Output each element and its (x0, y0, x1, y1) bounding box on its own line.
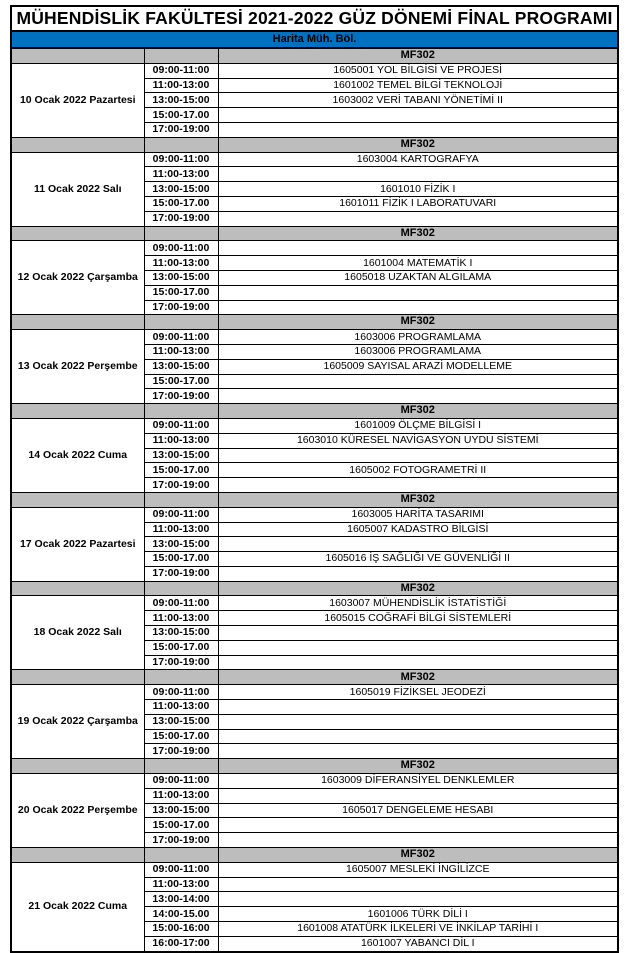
time-slot-cell: 13:00-15:00 (144, 359, 218, 374)
time-slot-cell: 15:00-16:00 (144, 922, 218, 937)
room-header: MF302 (218, 315, 618, 330)
course-cell: 1605007 MESLEKİ İNGİLİZCE (218, 862, 618, 877)
course-cell (218, 877, 618, 892)
course-cell: 1603010 KÜRESEL NAVİGASYON UYDU SİSTEMİ (218, 433, 618, 448)
schedule-row (11, 862, 618, 877)
room-row-time-cell (144, 137, 218, 152)
room-header: MF302 (218, 48, 618, 63)
course-cell: 1601009 ÖLÇME BİLGİSİ I (218, 418, 618, 433)
time-slot-cell: 15:00-17.00 (144, 818, 218, 833)
course-cell: 1601007 YABANCI DİL I (218, 936, 618, 951)
time-slot-cell: 15:00-17.00 (144, 285, 218, 300)
final-exam-schedule-table (10, 5, 619, 953)
date-cell: 11 Ocak 2022 Salı (11, 152, 144, 226)
date-cell: 21 Ocak 2022 Cuma (11, 862, 144, 951)
schedule-row (11, 418, 618, 433)
time-slot-cell: 13:00-15:00 (144, 803, 218, 818)
course-cell (218, 300, 618, 315)
course-cell (218, 448, 618, 463)
time-slot-cell: 15:00-17.00 (144, 196, 218, 211)
room-header-row (11, 315, 618, 330)
course-cell: 1605002 FOTOGRAMETRİ II (218, 463, 618, 478)
course-cell (218, 655, 618, 670)
course-cell: 1603009 DİFERANSİYEL DENKLEMLER (218, 774, 618, 789)
room-row-time-cell (144, 48, 218, 63)
time-slot-cell: 13:00-15:00 (144, 714, 218, 729)
course-cell: 1601008 ATATÜRK İLKELERİ VE İNKİLAP TARİHİ I (218, 922, 618, 937)
time-slot-cell: 17:00-19:00 (144, 655, 218, 670)
time-slot-cell: 13:00-15:00 (144, 93, 218, 108)
date-cell: 14 Ocak 2022 Cuma (11, 418, 144, 492)
time-slot-cell: 09:00-11:00 (144, 774, 218, 789)
time-slot-cell: 09:00-11:00 (144, 241, 218, 256)
time-slot-cell: 09:00-11:00 (144, 330, 218, 345)
time-slot-cell: 11:00-13:00 (144, 433, 218, 448)
room-row-time-cell (144, 315, 218, 330)
time-slot-cell: 16:00-17:00 (144, 936, 218, 951)
course-cell: 1605017 DENGELEME HESABI (218, 803, 618, 818)
course-cell (218, 241, 618, 256)
room-row-date-cell (11, 137, 144, 152)
room-row-date-cell (11, 315, 144, 330)
room-header-row (11, 404, 618, 419)
room-header: MF302 (218, 404, 618, 419)
time-slot-cell: 11:00-13:00 (144, 788, 218, 803)
course-cell: 1605001 YOL BİLGİSİ VE PROJESİ (218, 63, 618, 78)
time-slot-cell: 09:00-11:00 (144, 418, 218, 433)
time-slot-cell: 15:00-17.00 (144, 108, 218, 123)
room-row-date-cell (11, 404, 144, 419)
course-cell (218, 108, 618, 123)
time-slot-cell: 15:00-17.00 (144, 729, 218, 744)
time-slot-cell: 13:00-14:00 (144, 892, 218, 907)
course-cell: 1603002 VERİ TABANI YÖNETİMİ II (218, 93, 618, 108)
course-cell (218, 167, 618, 182)
time-slot-cell: 17:00-19:00 (144, 478, 218, 493)
room-header: MF302 (218, 848, 618, 863)
room-row-date-cell (11, 848, 144, 863)
time-slot-cell: 09:00-11:00 (144, 685, 218, 700)
course-cell (218, 744, 618, 759)
schedule-row (11, 63, 618, 78)
room-row-date-cell (11, 759, 144, 774)
course-cell: 1603007 MÜHENDİSLİK İSTATİSTİĞİ (218, 596, 618, 611)
date-cell: 20 Ocak 2022 Perşembe (11, 774, 144, 848)
time-slot-cell: 09:00-11:00 (144, 862, 218, 877)
time-slot-cell: 15:00-17.00 (144, 463, 218, 478)
time-slot-cell: 17:00-19:00 (144, 300, 218, 315)
course-cell: 1601004 MATEMATİK I (218, 256, 618, 271)
course-cell (218, 700, 618, 715)
schedule-row (11, 507, 618, 522)
course-cell: 1601010 FİZİK I (218, 182, 618, 197)
room-header: MF302 (218, 226, 618, 241)
room-row-date-cell (11, 670, 144, 685)
time-slot-cell: 17:00-19:00 (144, 389, 218, 404)
time-slot-cell: 11:00-13:00 (144, 78, 218, 93)
course-cell (218, 714, 618, 729)
title-row (11, 6, 618, 31)
time-slot-cell: 17:00-19:00 (144, 744, 218, 759)
room-header: MF302 (218, 759, 618, 774)
course-cell (218, 833, 618, 848)
room-header: MF302 (218, 670, 618, 685)
time-slot-cell: 11:00-13:00 (144, 167, 218, 182)
course-cell (218, 640, 618, 655)
time-slot-cell: 13:00-15:00 (144, 270, 218, 285)
date-cell: 12 Ocak 2022 Çarşamba (11, 241, 144, 315)
department-header: Harita Müh. Böl. (11, 31, 618, 48)
room-header-row (11, 759, 618, 774)
date-cell: 10 Ocak 2022 Pazartesi (11, 63, 144, 137)
course-cell (218, 285, 618, 300)
time-slot-cell: 17:00-19:00 (144, 122, 218, 137)
time-slot-cell: 13:00-15:00 (144, 182, 218, 197)
room-row-date-cell (11, 226, 144, 241)
course-cell: 1603004 KARTOGRAFYA (218, 152, 618, 167)
course-cell: 1605015 COĞRAFİ BİLGİ SİSTEMLERİ (218, 611, 618, 626)
room-header-row (11, 48, 618, 63)
course-cell: 1603005 HARİTA TASARIMI (218, 507, 618, 522)
room-header: MF302 (218, 137, 618, 152)
schedule-row (11, 685, 618, 700)
time-slot-cell: 09:00-11:00 (144, 507, 218, 522)
time-slot-cell: 11:00-13:00 (144, 700, 218, 715)
course-cell (218, 211, 618, 226)
room-row-time-cell (144, 492, 218, 507)
room-header-row (11, 492, 618, 507)
room-header-row (11, 848, 618, 863)
course-cell: 1605009 SAYISAL ARAZİ MODELLEME (218, 359, 618, 374)
course-cell: 1605019 FİZİKSEL JEODEZİ (218, 685, 618, 700)
date-cell: 17 Ocak 2022 Pazartesi (11, 507, 144, 581)
schedule-row (11, 774, 618, 789)
room-header-row (11, 137, 618, 152)
schedule-row (11, 596, 618, 611)
date-cell: 13 Ocak 2022 Perşembe (11, 330, 144, 404)
department-row (11, 31, 618, 48)
schedule-row (11, 330, 618, 345)
room-row-time-cell (144, 581, 218, 596)
course-cell (218, 892, 618, 907)
time-slot-cell: 09:00-11:00 (144, 596, 218, 611)
time-slot-cell: 11:00-13:00 (144, 877, 218, 892)
time-slot-cell: 15:00-17.00 (144, 374, 218, 389)
page-title: MÜHENDİSLİK FAKÜLTESİ 2021-2022 GÜZ DÖNEMİ FİNAL PROGRAMI (11, 6, 618, 31)
room-row-date-cell (11, 492, 144, 507)
room-header: MF302 (218, 492, 618, 507)
course-cell: 1605016 İŞ SAĞLIĞI VE GÜVENLİĞİ II (218, 552, 618, 567)
course-cell: 1605018 UZAKTAN ALGILAMA (218, 270, 618, 285)
room-header: MF302 (218, 581, 618, 596)
course-cell: 1601002 TEMEL BİLGİ TEKNOLOJİ (218, 78, 618, 93)
time-slot-cell: 17:00-19:00 (144, 211, 218, 226)
course-cell: 1603006 PROGRAMLAMA (218, 344, 618, 359)
schedule-row (11, 152, 618, 167)
time-slot-cell: 13:00-15:00 (144, 626, 218, 641)
room-row-time-cell (144, 226, 218, 241)
course-cell (218, 818, 618, 833)
schedule-body (11, 6, 618, 952)
time-slot-cell: 15:00-17.00 (144, 552, 218, 567)
course-cell: 1601006 TÜRK DİLİ I (218, 907, 618, 922)
course-cell (218, 729, 618, 744)
time-slot-cell: 11:00-13:00 (144, 522, 218, 537)
time-slot-cell: 11:00-13:00 (144, 611, 218, 626)
course-cell (218, 389, 618, 404)
course-cell (218, 537, 618, 552)
room-row-time-cell (144, 759, 218, 774)
course-cell: 1603006 PROGRAMLAMA (218, 330, 618, 345)
course-cell (218, 626, 618, 641)
time-slot-cell: 09:00-11:00 (144, 63, 218, 78)
time-slot-cell: 11:00-13:00 (144, 256, 218, 271)
date-cell: 18 Ocak 2022 Salı (11, 596, 144, 670)
room-row-date-cell (11, 581, 144, 596)
time-slot-cell: 17:00-19:00 (144, 566, 218, 581)
course-cell (218, 788, 618, 803)
room-row-time-cell (144, 404, 218, 419)
course-cell: 1605007 KADASTRO BİLGİSİ (218, 522, 618, 537)
time-slot-cell: 11:00-13:00 (144, 344, 218, 359)
time-slot-cell: 14:00-15.00 (144, 907, 218, 922)
time-slot-cell: 17:00-19:00 (144, 833, 218, 848)
room-header-row (11, 226, 618, 241)
course-cell: 1601011 FİZİK I LABORATUVARI (218, 196, 618, 211)
time-slot-cell: 15:00-17.00 (144, 640, 218, 655)
room-row-time-cell (144, 670, 218, 685)
time-slot-cell: 13:00-15:00 (144, 537, 218, 552)
course-cell (218, 478, 618, 493)
date-cell: 19 Ocak 2022 Çarşamba (11, 685, 144, 759)
course-cell (218, 566, 618, 581)
time-slot-cell: 09:00-11:00 (144, 152, 218, 167)
course-cell (218, 122, 618, 137)
room-header-row (11, 670, 618, 685)
schedule-row (11, 241, 618, 256)
time-slot-cell: 13:00-15:00 (144, 448, 218, 463)
room-header-row (11, 581, 618, 596)
course-cell (218, 374, 618, 389)
room-row-time-cell (144, 848, 218, 863)
room-row-date-cell (11, 48, 144, 63)
